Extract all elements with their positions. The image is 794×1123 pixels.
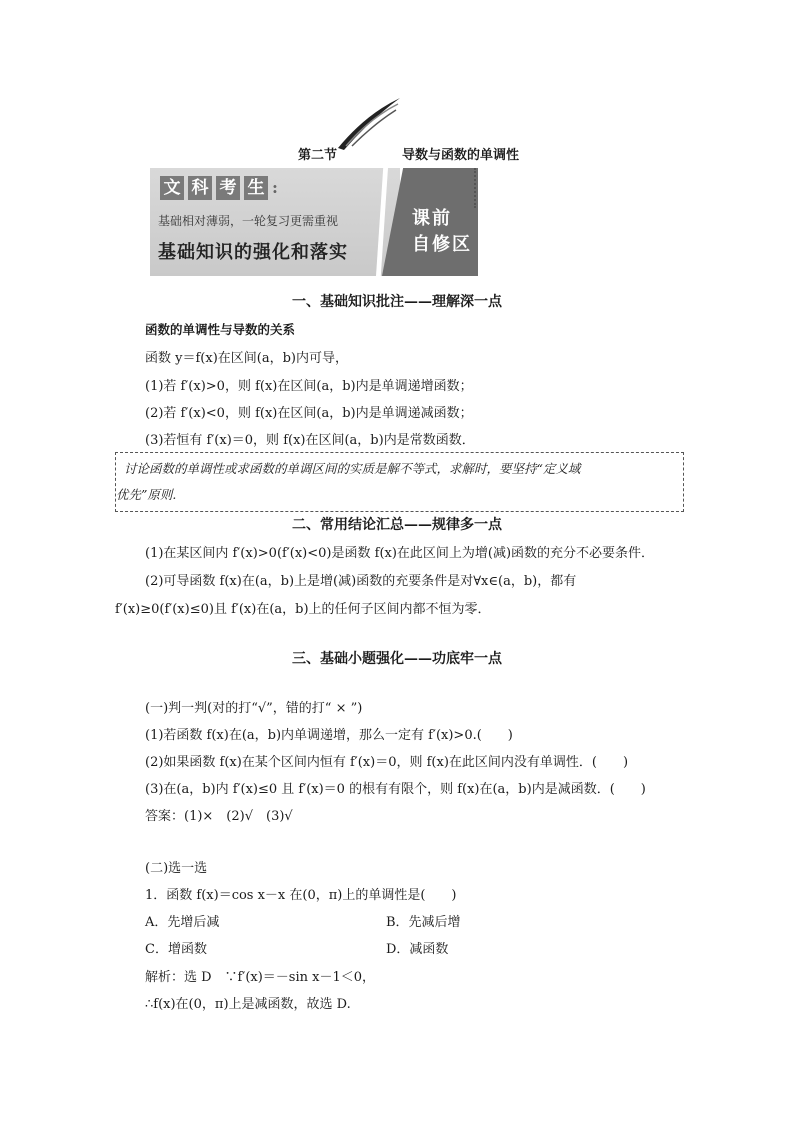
swoosh-decoration xyxy=(336,96,402,152)
banner-tag xyxy=(160,176,278,200)
part1-line: (3)若恒有 f′(x)＝0，则 f(x)在区间(a，b)内是常数函数． xyxy=(145,433,475,448)
part1-line: (1)若 f′(x)>0，则 f(x)在区间(a，b)内是单调递增函数； xyxy=(145,379,473,394)
option-b: B．先减后增 xyxy=(386,915,461,930)
judge-title: (一)判一判(对的打“√”，错的打“ × ”) xyxy=(145,701,363,716)
part3-heading: 三、基础小题强化——功底牢一点 xyxy=(292,651,502,667)
banner-tag-char: 文 xyxy=(160,176,184,200)
section-number: 第二节 xyxy=(298,148,338,163)
part2-line: (1)在某区间内 f′(x)>0(f′(x)<0)是函数 f(x)在此区间上为增(减)函数的充分不必要条件． xyxy=(145,546,655,561)
judge-item: (1)若函数 f(x)在(a，b)内单调递增，那么一定有 f′(x)>0.( ) xyxy=(145,728,513,743)
solution-line: 解析：选 D ∵f′(x)＝－sin x－1＜0， xyxy=(145,970,376,985)
part2-line: f′(x)≥0(f′(x)≤0)且 f′(x)在(a，b)上的任何子区间内都不恒为零． xyxy=(115,602,491,617)
part2-heading: 二、常用结论汇总——规律多一点 xyxy=(292,517,502,533)
option-c: C．增函数 xyxy=(145,942,207,957)
part2-line: (2)可导函数 f(x)在(a，b)上是增(减)函数的充要条件是对∀x∈(a，b)，都有 xyxy=(145,574,577,589)
banner-side-label-2: 自修区 xyxy=(412,234,472,255)
note-line: 讨论函数的单调性或求函数的单调区间的实质是解不等式，求解时，要坚持“定义域 xyxy=(124,461,581,476)
section-title: 导数与函数的单调性 xyxy=(402,148,520,163)
option-d: D．减函数 xyxy=(386,942,449,957)
banner-dots xyxy=(471,168,476,208)
part1-heading: 一、基础知识批注——理解深一点 xyxy=(292,294,502,310)
judge-item: (3)在(a，b)内 f′(x)≤0 且 f′(x)＝0 的根有有限个，则 f(x)在(a，b)内是减函数．( ) xyxy=(145,782,646,797)
banner xyxy=(150,168,478,276)
option-a: A．先增后减 xyxy=(145,915,220,930)
banner-tag-char: 考 xyxy=(216,176,240,200)
solution-line: ∴f(x)在(0，π)上是减函数，故选 D. xyxy=(145,997,351,1012)
choose-title: (二)选一选 xyxy=(145,861,208,876)
banner-main-title: 基础知识的强化和落实 xyxy=(158,242,348,263)
note-line: 优先”原则. xyxy=(116,487,177,502)
note-box xyxy=(115,452,684,512)
banner-tag-char: 生 xyxy=(244,176,268,200)
banner-tag-char: 科 xyxy=(188,176,212,200)
part1-subheading: 函数的单调性与导数的关系 xyxy=(145,322,296,337)
banner-side-label-1: 课前 xyxy=(412,208,452,229)
judge-item: (2)如果函数 f(x)在某个区间内恒有 f′(x)＝0，则 f(x)在此区间内没有单调性．( ) xyxy=(145,755,629,770)
question-1: 1．函数 f(x)＝cos x－x 在(0，π)上的单调性是( ) xyxy=(145,888,457,903)
banner-subtitle: 基础相对薄弱，一轮复习更需重视 xyxy=(158,214,339,228)
answer-line: 答案：(1)× (2)√ (3)√ xyxy=(145,809,293,824)
banner-tag-suffix: : xyxy=(272,178,278,197)
part1-line: (2)若 f′(x)<0，则 f(x)在区间(a，b)内是单调递减函数； xyxy=(145,406,473,421)
part1-line: 函数 y＝f(x)在区间(a，b)内可导， xyxy=(145,351,348,366)
